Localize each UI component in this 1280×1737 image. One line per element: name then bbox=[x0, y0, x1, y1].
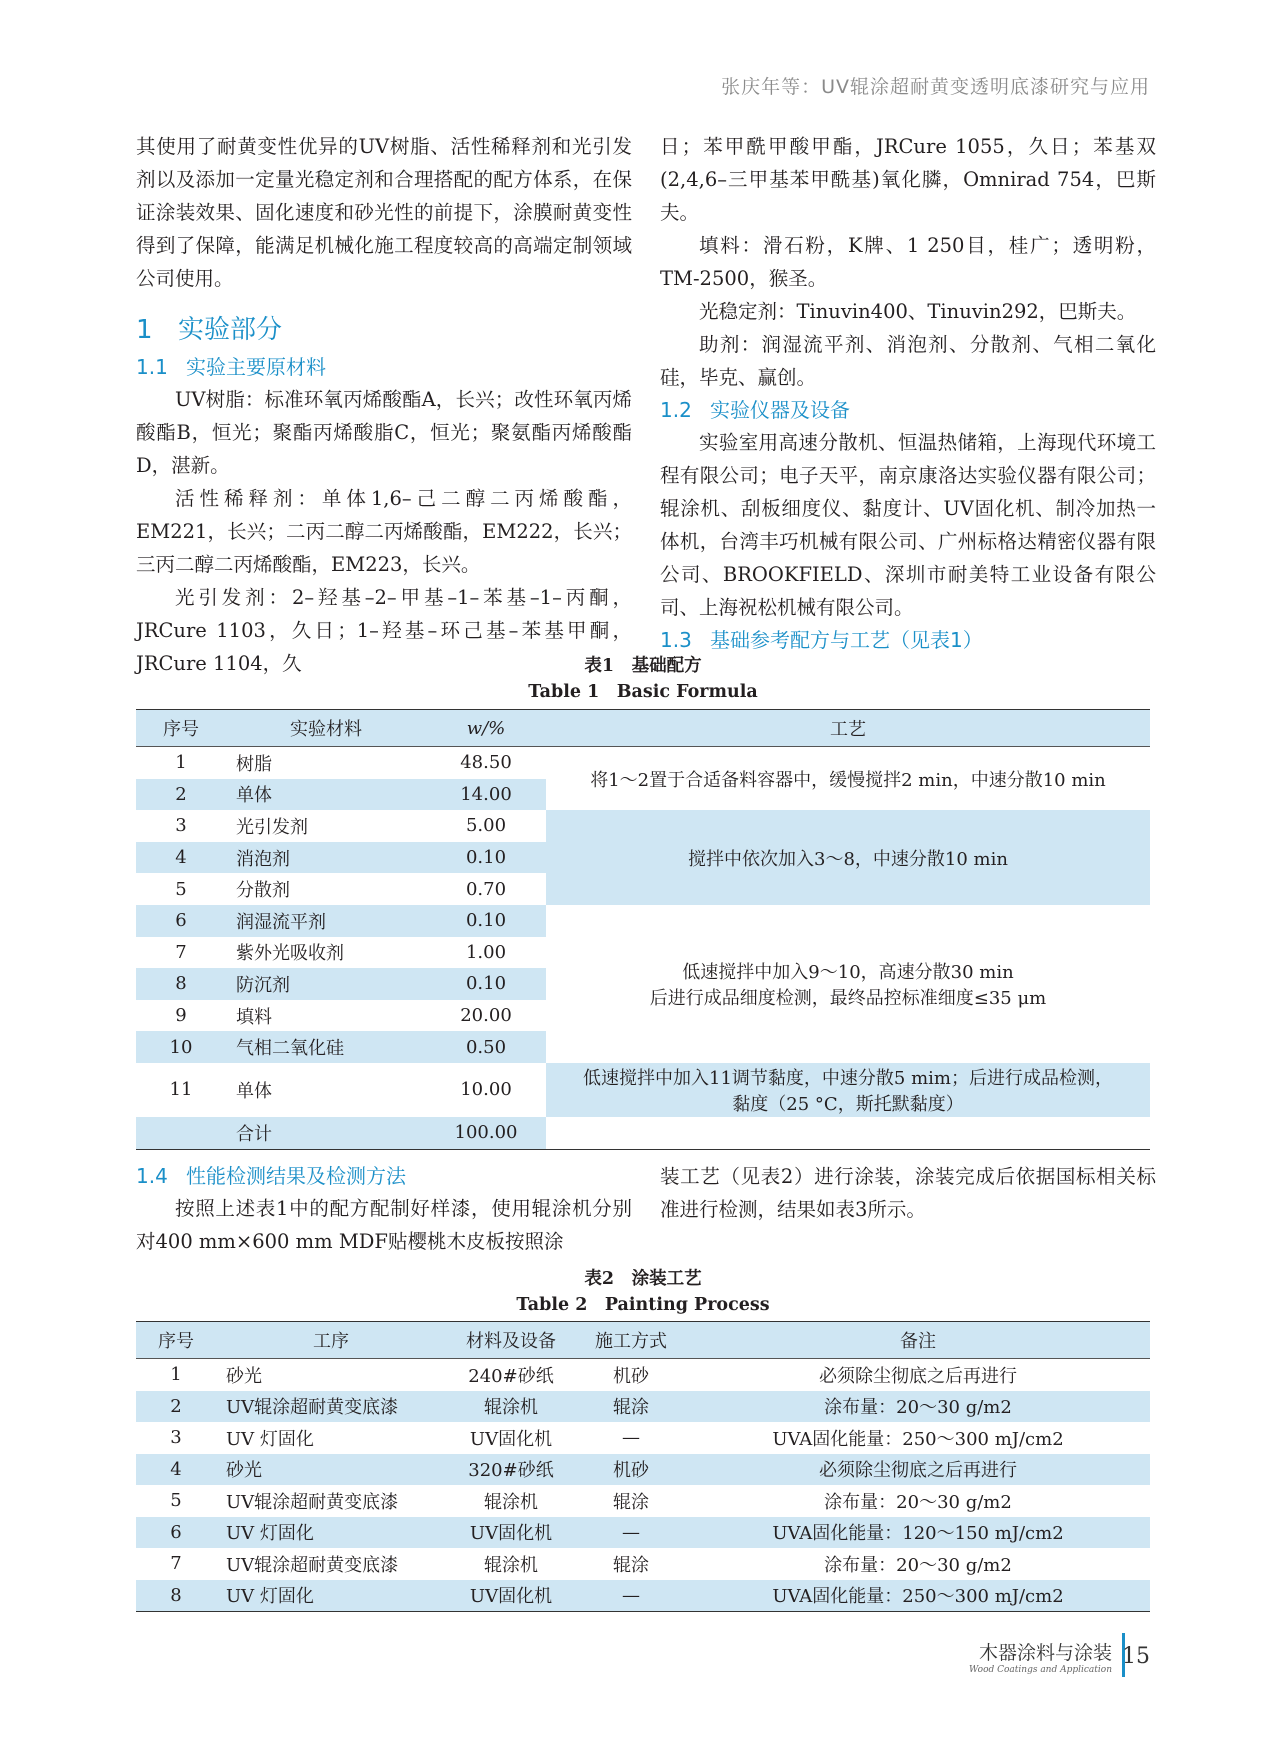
cell-no: 8 bbox=[175, 973, 187, 995]
cell-w: 10.00 bbox=[460, 1079, 512, 1101]
right-column bbox=[660, 130, 1156, 656]
cell-no: 7 bbox=[170, 1553, 182, 1575]
process-line: 黏度（25 °C，斯托默黏度） bbox=[732, 1093, 964, 1115]
cell-method: 机砂 bbox=[613, 1460, 649, 1482]
cell-w: 48.50 bbox=[460, 752, 512, 774]
subsection-title: 实验仪器及设备 bbox=[710, 398, 850, 422]
cell-material: 紫外光吸收剂 bbox=[236, 943, 344, 965]
cell-no: 7 bbox=[175, 941, 187, 963]
cell-no: 9 bbox=[175, 1005, 187, 1027]
cell-w: 1.00 bbox=[465, 941, 507, 963]
table-row bbox=[136, 905, 1150, 937]
subsection-title: 性能检测结果及检测方法 bbox=[186, 1164, 406, 1188]
cell-material: 320#砂纸 bbox=[468, 1460, 554, 1482]
cell-no: 8 bbox=[136, 1580, 216, 1612]
cell-note: UVA固化能量：120～150 mJ/cm2 bbox=[772, 1523, 1064, 1545]
subsection-heading-1-3 bbox=[660, 624, 1156, 656]
cell-no: 11 bbox=[169, 1079, 193, 1101]
cell-note: 涂布量：20～30 g/m2 bbox=[824, 1397, 1012, 1419]
cell-material: 辊涂机 bbox=[484, 1397, 538, 1419]
subsection-number: 1.2 bbox=[660, 398, 692, 422]
cell-material: 光引发剂 bbox=[236, 816, 308, 838]
cell-method: — bbox=[622, 1427, 640, 1449]
method-continued-paragraph: 装工艺（见表2）进行涂装，涂装完成后依据国标相关标准进行检测，结果如表3所示。 bbox=[660, 1165, 1156, 1221]
cell-material: 辊涂机 bbox=[484, 1554, 538, 1576]
section-1-4-left bbox=[136, 1160, 632, 1258]
filler-paragraph: 填料：滑石粉，K牌、1 250目，桂广；透明粉，TM-2500，猴圣。 bbox=[660, 234, 1156, 290]
additive-paragraph: 助剂：润湿流平剂、消泡剂、分散剂、气相二氧化硅，毕克、赢创。 bbox=[660, 333, 1156, 389]
cell-total-label: 合计 bbox=[226, 1117, 426, 1149]
cell-note: 涂布量：20～30 g/m2 bbox=[824, 1554, 1012, 1576]
cell-no: 4 bbox=[175, 847, 187, 869]
process-line: 低速搅拌中加入9～10，高速分散30 min bbox=[682, 961, 1014, 983]
cell-material: 单体 bbox=[236, 1080, 272, 1102]
cell-material: UV固化机 bbox=[446, 1580, 576, 1612]
subsection-title: 基础参考配方与工艺（见表1） bbox=[710, 628, 983, 652]
subsection-heading-1-4 bbox=[136, 1160, 632, 1192]
cell-w: 0.10 bbox=[465, 973, 507, 995]
cell-note: UVA固化能量：250～300 mJ/cm2 bbox=[686, 1580, 1150, 1612]
subsection-heading-1-2 bbox=[660, 394, 1156, 426]
process-line: 低速搅拌中加入11调节黏度，中速分散5 mim；后进行成品检测， bbox=[583, 1067, 1113, 1089]
table1-header-material: 实验材料 bbox=[226, 710, 426, 747]
table-row bbox=[136, 810, 1150, 842]
cell-material: 防沉剂 bbox=[236, 974, 290, 996]
table2-caption-zh: 表2 涂装工艺 bbox=[584, 1269, 702, 1289]
cell-no bbox=[136, 1117, 226, 1149]
cell-material: UV固化机 bbox=[469, 1523, 553, 1545]
table1-header-no: 序号 bbox=[136, 710, 226, 747]
subsection-heading-1-1 bbox=[136, 351, 632, 383]
cell-step: UV辊涂超耐黄变底漆 bbox=[226, 1397, 399, 1419]
cell-step: UV 灯固化 bbox=[216, 1580, 446, 1612]
cell-process: 搅拌中依次加入3～8，中速分散10 min bbox=[546, 810, 1150, 905]
subsection-number: 1.3 bbox=[660, 628, 692, 652]
cell-material: 240#砂纸 bbox=[468, 1365, 554, 1387]
cell-note: UVA固化能量：250～300 mJ/cm2 bbox=[772, 1428, 1064, 1450]
cell-step: UV 灯固化 bbox=[226, 1428, 314, 1450]
table2-header-note: 备注 bbox=[686, 1322, 1150, 1359]
table-row bbox=[136, 1359, 1150, 1391]
section-title: 实验部分 bbox=[178, 315, 283, 345]
table2-header-method: 施工方式 bbox=[576, 1322, 686, 1359]
section-number: 1 bbox=[136, 315, 153, 345]
page-number: 15 bbox=[1122, 1644, 1150, 1669]
cell-material: 气相二氧化硅 bbox=[236, 1038, 344, 1060]
cell-method: 辊涂 bbox=[613, 1397, 649, 1419]
cell-no: 2 bbox=[175, 783, 187, 805]
subsection-number: 1.1 bbox=[136, 355, 168, 379]
table2-header-material: 材料及设备 bbox=[446, 1322, 576, 1359]
cell-no: 1 bbox=[170, 1364, 182, 1386]
table2-header-no: 序号 bbox=[136, 1322, 216, 1359]
table1-header-process: 工艺 bbox=[546, 710, 1150, 747]
cell-w: 0.50 bbox=[465, 1036, 507, 1058]
table-row bbox=[136, 1580, 1150, 1612]
subsection-number: 1.4 bbox=[136, 1164, 168, 1188]
footer bbox=[969, 1638, 1112, 1675]
table-row bbox=[136, 1485, 1150, 1517]
cell-step: 砂光 bbox=[226, 1365, 262, 1387]
cell-material: 树脂 bbox=[236, 753, 272, 775]
cell-step: UV辊涂超耐黄变底漆 bbox=[226, 1554, 399, 1576]
resin-paragraph: UV树脂：标准环氧丙烯酸酯A，长兴；改性环氧丙烯酸酯B，恒光；聚酯丙烯酸脂C，恒光；聚氨酯丙烯酸酯D，湛新。 bbox=[136, 388, 632, 477]
cell-material: 单体 bbox=[236, 785, 272, 807]
table-row bbox=[136, 1548, 1150, 1580]
cell-note: 必须除尘彻底之后再进行 bbox=[819, 1460, 1017, 1482]
cell-material: UV固化机 bbox=[469, 1428, 553, 1450]
table1-caption-en: Table 1 Basic Formula bbox=[528, 682, 758, 702]
table-row bbox=[136, 1391, 1150, 1423]
table-row bbox=[136, 1063, 1150, 1117]
cell-note: 必须除尘彻底之后再进行 bbox=[819, 1365, 1017, 1387]
subsection-title: 实验主要原材料 bbox=[186, 355, 326, 379]
cell-w: 5.00 bbox=[465, 815, 507, 837]
left-column bbox=[136, 130, 632, 680]
cell-no: 5 bbox=[170, 1490, 182, 1512]
method-paragraph: 按照上述表1中的配方配制好样漆，使用辊涂机分别对400 mm×600 mm MDF贴樱桃木皮板按照涂 bbox=[136, 1197, 632, 1253]
initiator-continued-paragraph: 日；苯甲酰甲酸甲酯，JRCure 1055，久日；苯基双(2,4,6–三甲基苯甲酰基)氧化膦，Omnirad 754，巴斯夫。 bbox=[660, 135, 1156, 224]
table1 bbox=[136, 709, 1150, 1150]
cell-w: 0.70 bbox=[465, 878, 507, 900]
cell-no: 2 bbox=[170, 1395, 182, 1417]
cell-method: 机砂 bbox=[613, 1365, 649, 1387]
section-heading-1 bbox=[136, 313, 632, 347]
cell-method: — bbox=[622, 1521, 640, 1543]
table-total-row bbox=[136, 1117, 1150, 1149]
cell-step: UV 灯固化 bbox=[226, 1523, 314, 1545]
cell-material: 润湿流平剂 bbox=[236, 911, 326, 933]
cell-no: 5 bbox=[175, 878, 187, 900]
cell-method: — bbox=[576, 1580, 686, 1612]
table1-caption bbox=[136, 653, 1150, 705]
table-row bbox=[136, 747, 1150, 779]
table2-caption-en: Table 2 Painting Process bbox=[516, 1295, 770, 1315]
cell-step: 砂光 bbox=[226, 1460, 262, 1482]
cell-step: UV辊涂超耐黄变底漆 bbox=[226, 1491, 399, 1513]
cell-process bbox=[546, 1063, 1150, 1117]
table-row bbox=[136, 1422, 1150, 1454]
magazine-title: 木器涂料与涂装 bbox=[978, 1642, 1112, 1664]
cell-no: 6 bbox=[170, 1521, 182, 1543]
cell-method: 辊涂 bbox=[613, 1554, 649, 1576]
cell-process bbox=[546, 905, 1150, 1063]
table1-caption-zh: 表1 基础配方 bbox=[584, 656, 702, 676]
cell-w: 14.00 bbox=[460, 783, 512, 805]
cell-note: 涂布量：20～30 g/m2 bbox=[824, 1491, 1012, 1513]
initiator-paragraph: 光引发剂：2–羟基–2–甲基–1–苯基–1–丙酮，JRCure 1103，久日；1–羟基–环己基–苯基甲酮，JRCure 1104，久 bbox=[136, 586, 632, 675]
cell-total-value: 100.00 bbox=[426, 1117, 546, 1149]
cell-no: 1 bbox=[175, 752, 187, 774]
table2-caption bbox=[136, 1266, 1150, 1318]
cell-no: 4 bbox=[170, 1458, 182, 1480]
cell-no: 10 bbox=[169, 1036, 193, 1058]
table1-header-w: w/% bbox=[426, 710, 546, 747]
cell-material: 分散剂 bbox=[236, 880, 290, 902]
process-line: 后进行成品细度检测，最终品控标准细度≤35 μm bbox=[649, 987, 1047, 1009]
section-1-4-right bbox=[660, 1160, 1156, 1226]
cell-w: 20.00 bbox=[460, 1005, 512, 1027]
cell-w: 0.10 bbox=[465, 910, 507, 932]
stabilizer-paragraph: 光稳定剂：Tinuvin400、Tinuvin292，巴斯夫。 bbox=[699, 300, 1137, 323]
cell-no: 3 bbox=[170, 1427, 182, 1449]
intro-paragraph: 其使用了耐黄变性优异的UV树脂、活性稀释剂和光引发剂以及添加一定量光稳定剂和合理搭配的配方体系，在保证涂装效果、固化速度和砂光性的前提下，涂膜耐黄变性得到了保障，能满足机械化施工程度较高的高端定制领域公司使用。 bbox=[136, 135, 632, 290]
table-row bbox=[136, 1454, 1150, 1486]
table-row bbox=[136, 1517, 1150, 1549]
diluent-paragraph: 活性稀释剂：单体1,6–己二醇二丙烯酸酯，EM221，长兴；二丙二醇二丙烯酸酯，EM222，长兴；三丙二醇二丙烯酸酯，EM223，长兴。 bbox=[136, 487, 632, 576]
table2 bbox=[136, 1321, 1150, 1612]
magazine-title-en: Wood Coatings and Application bbox=[969, 1665, 1112, 1675]
cell-process-empty bbox=[546, 1117, 1150, 1149]
cell-method: 辊涂 bbox=[613, 1491, 649, 1513]
table2-header-step: 工序 bbox=[216, 1322, 446, 1359]
running-head: 张庆年等：UV辊涂超耐黄变透明底漆研究与应用 bbox=[721, 76, 1150, 98]
cell-material: 填料 bbox=[236, 1006, 272, 1028]
equipment-paragraph: 实验室用高速分散机、恒温热储箱，上海现代环境工程有限公司；电子天平，南京康洛达实验仪器有限公司；辊涂机、刮板细度仪、黏度计、UV固化机、制冷加热一体机，台湾丰巧机械有限公司、广州标格达精密仪器有限公司、BROOKFIELD、深圳市耐美特工业设备有限公司、上海祝松机械有限公司。 bbox=[660, 431, 1156, 619]
cell-material: 辊涂机 bbox=[484, 1491, 538, 1513]
cell-no: 6 bbox=[175, 910, 187, 932]
cell-w: 0.10 bbox=[465, 847, 507, 869]
cell-process: 将1～2置于合适备料容器中，缓慢搅拌2 min，中速分散10 min bbox=[590, 769, 1106, 791]
cell-material: 消泡剂 bbox=[236, 848, 290, 870]
cell-no: 3 bbox=[175, 815, 187, 837]
